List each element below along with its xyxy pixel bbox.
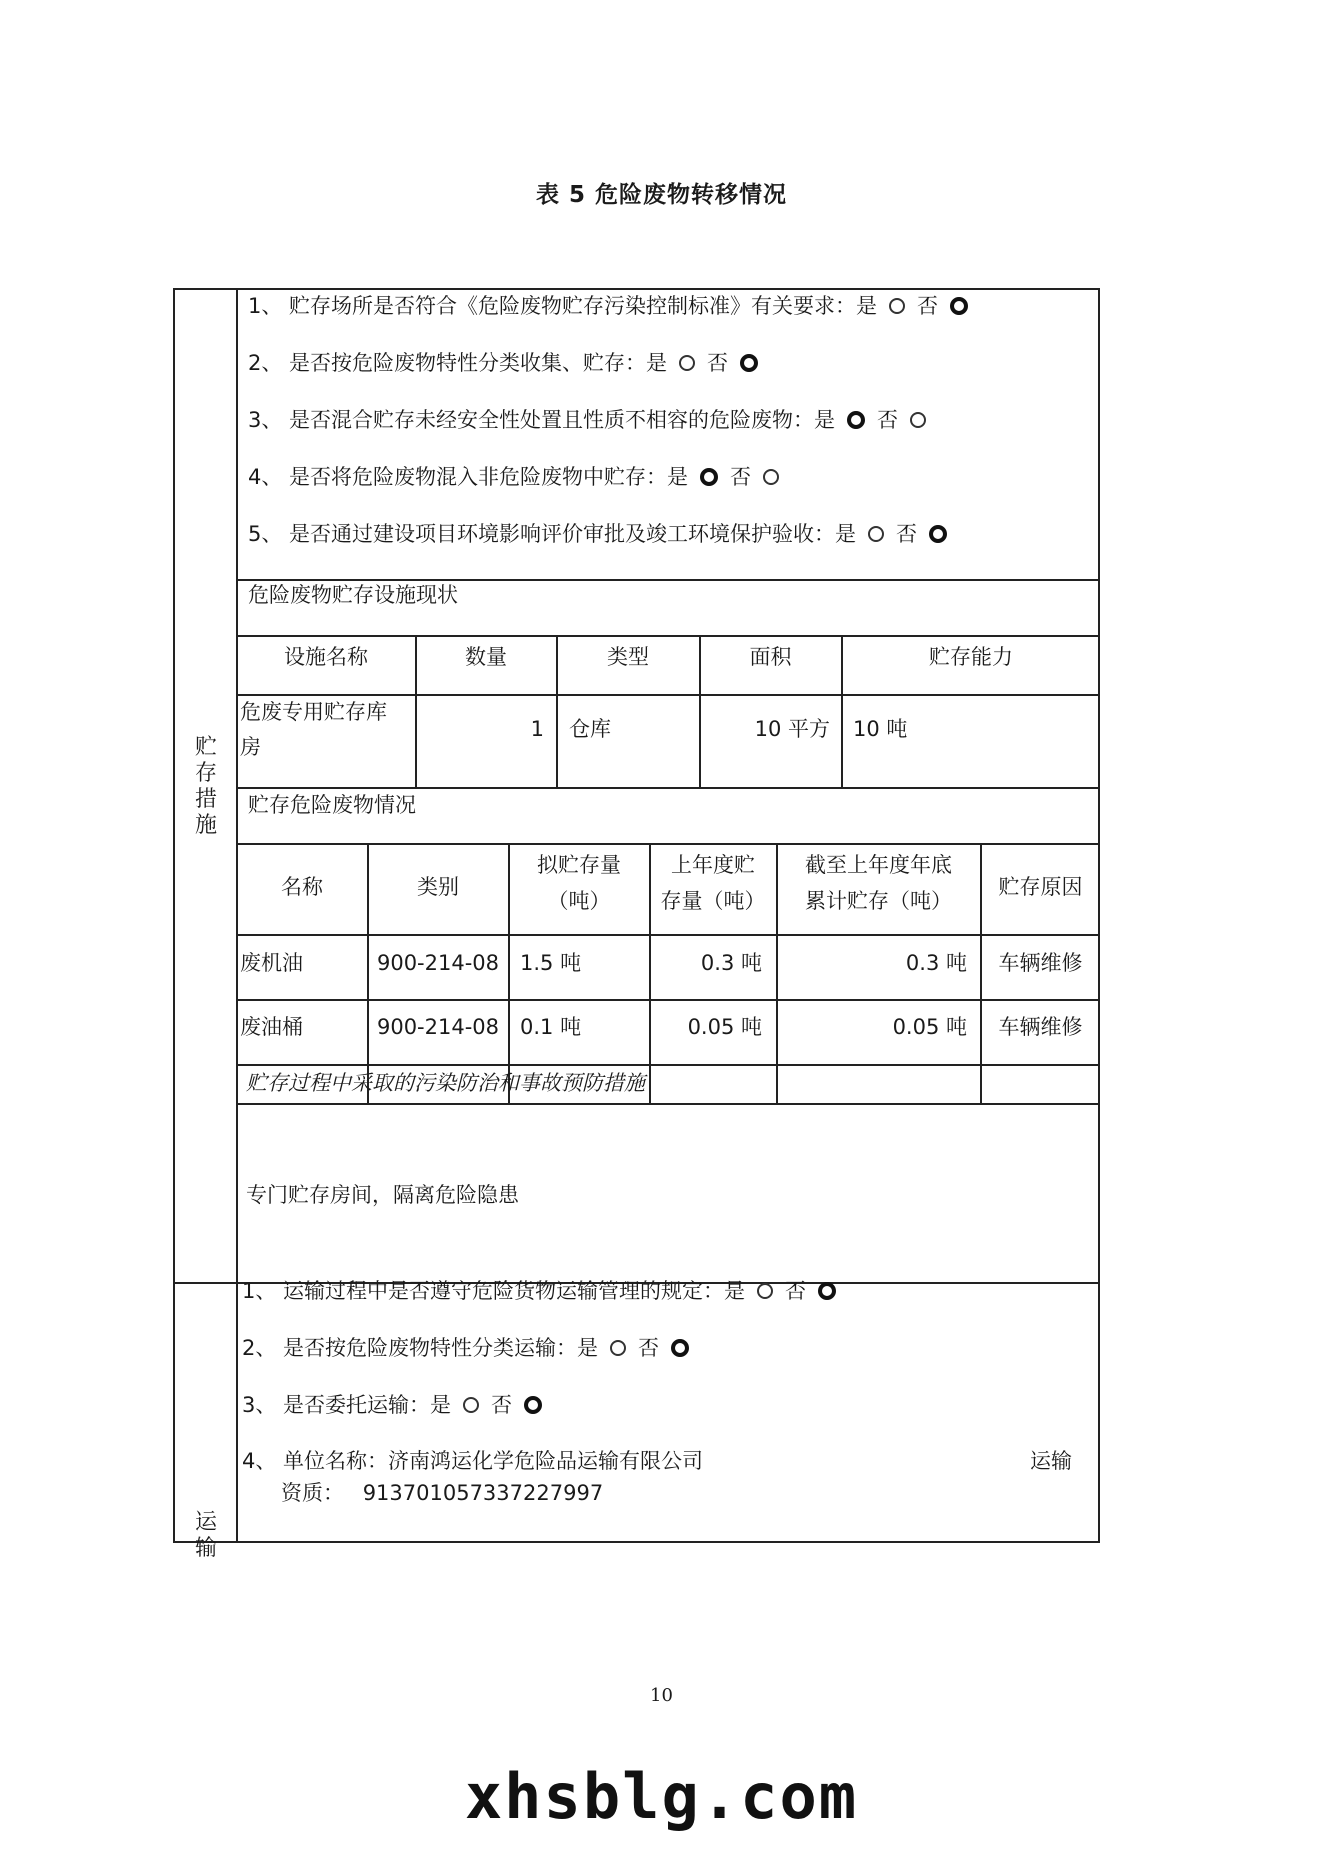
facility-name-line2: 房 (240, 735, 261, 759)
no-label: 否 (896, 522, 918, 546)
row-divider (236, 787, 1098, 789)
waste-header-cumulative-l1: 截至上年度年底 (805, 853, 952, 877)
waste-header-name: 名称 (281, 875, 323, 899)
yes-label: 是 (856, 294, 878, 318)
label-column-divider (236, 290, 238, 1541)
radio-selected-icon (671, 1339, 689, 1357)
storage-question-4 (248, 461, 791, 492)
waste-heading: 贮存危险废物情况 (248, 793, 416, 817)
waste-row-1-name: 废机油 (240, 951, 303, 975)
radio-selected-icon (818, 1282, 836, 1300)
transport-question-3 (242, 1389, 554, 1420)
waste-row-1-planned: 1.5 吨 (520, 951, 582, 975)
no-label: 否 (730, 465, 752, 489)
facility-capacity: 10 吨 (853, 717, 908, 741)
waste-header-planned-l1: 拟贮存量 (537, 853, 621, 877)
page-title: 表 5 危险废物转移情况 (535, 182, 788, 208)
row-divider (236, 1103, 1098, 1105)
radio-unselected-icon (757, 1283, 773, 1299)
radio-unselected-icon (679, 355, 695, 371)
waste-row-1-reason: 车辆维修 (998, 951, 1083, 975)
waste-header-category: 类别 (417, 875, 459, 899)
storage-label-text: 贮存措施 (194, 735, 217, 838)
no-label: 否 (491, 1393, 513, 1417)
transport-company-tail: 运输 (1030, 1449, 1072, 1473)
row-divider (236, 1064, 1098, 1066)
waste-header-reason: 贮存原因 (998, 875, 1083, 899)
facility-heading: 危险废物贮存设施现状 (248, 583, 458, 607)
facility-header-name: 设施名称 (284, 645, 368, 669)
row-divider (236, 934, 1098, 936)
question-text: 3、 是否混合贮存未经安全性处置且性质不相容的危险废物： (248, 408, 815, 432)
qualification-value: 913701057337227997 (362, 1481, 604, 1505)
storage-section-label (191, 735, 221, 839)
yes-label: 是 (646, 351, 668, 375)
question-text: 3、 是否委托运输： (242, 1393, 431, 1417)
row-divider (236, 635, 1098, 637)
storage-question-5 (248, 518, 959, 549)
storage-question-1 (248, 290, 980, 321)
transport-qualification (281, 1478, 603, 1508)
transport-section-label (191, 1510, 221, 1561)
waste-header-last-l2: 存量（吨） (660, 889, 766, 913)
facility-count: 1 (530, 717, 544, 741)
question-text: 4、 是否将危险废物混入非危险废物中贮存： (248, 465, 668, 489)
no-label: 否 (877, 408, 899, 432)
transport-label-text: 运输 (194, 1510, 217, 1561)
waste-row-1-last: 0.3 吨 (700, 951, 762, 975)
no-label: 否 (785, 1279, 807, 1303)
waste-header-last-l1: 上年度贮 (671, 853, 755, 877)
storage-question-2 (248, 347, 770, 378)
question-text: 1、 贮存场所是否符合《危险废物贮存污染控制标准》有关要求： (248, 294, 857, 318)
radio-unselected-icon (763, 469, 779, 485)
transport-question-2 (242, 1332, 701, 1363)
page-number: 10 (650, 1685, 673, 1706)
radio-unselected-icon (610, 1340, 626, 1356)
radio-unselected-icon (910, 412, 926, 428)
radio-selected-icon (929, 525, 947, 543)
no-label: 否 (707, 351, 729, 375)
waste-row-1-cumulative: 0.3 吨 (905, 951, 967, 975)
radio-selected-icon (700, 468, 718, 486)
watermark: xhsblg.com (464, 1760, 859, 1833)
radio-selected-icon (950, 297, 968, 315)
waste-header-cumulative-l2: 累计贮存（吨） (805, 889, 952, 913)
question-text: 1、 运输过程中是否遵守危险货物运输管理的规定： (242, 1279, 725, 1303)
row-divider (236, 999, 1098, 1001)
waste-row-2-reason: 车辆维修 (998, 1015, 1083, 1039)
radio-selected-icon (847, 411, 865, 429)
section-divider (175, 1282, 237, 1284)
radio-unselected-icon (868, 526, 884, 542)
measures-heading: 贮存过程中采取的污染防治和事故预防措施 (246, 1071, 645, 1095)
question-text: 2、 是否按危险废物特性分类运输： (242, 1336, 578, 1360)
question-text: 2、 是否按危险废物特性分类收集、贮存： (248, 351, 647, 375)
yes-label: 是 (814, 408, 836, 432)
yes-label: 是 (430, 1393, 452, 1417)
facility-header-type: 类型 (607, 645, 649, 669)
facility-header-capacity: 贮存能力 (929, 645, 1013, 669)
no-label: 否 (917, 294, 939, 318)
no-label: 否 (638, 1336, 660, 1360)
waste-row-2-name: 废油桶 (240, 1015, 303, 1039)
measures-content: 专门贮存房间，隔离危险隐患 (246, 1183, 519, 1207)
qualification-label: 资质： (281, 1481, 344, 1505)
transport-question-1 (242, 1275, 848, 1306)
facility-name-line1: 危废专用贮存库 (240, 700, 387, 724)
facility-header-area: 面积 (749, 645, 792, 669)
yes-label: 是 (667, 465, 689, 489)
waste-row-2-cumulative: 0.05 吨 (892, 1015, 967, 1039)
radio-unselected-icon (463, 1397, 479, 1413)
waste-row-2-last: 0.05 吨 (687, 1015, 762, 1039)
question-text: 5、 是否通过建设项目环境影响评价审批及竣工环境保护验收： (248, 522, 836, 546)
facility-area: 10 平方 (754, 717, 830, 741)
waste-row-1-category: 900-214-08 (376, 951, 500, 975)
yes-label: 是 (835, 522, 857, 546)
yes-label: 是 (577, 1336, 599, 1360)
storage-question-3 (248, 404, 938, 435)
radio-selected-icon (740, 354, 758, 372)
facility-type: 仓库 (569, 717, 611, 741)
facility-header-count: 数量 (465, 645, 507, 669)
row-divider (236, 843, 1098, 845)
waste-header-planned-l2: （吨） (547, 889, 611, 913)
waste-row-2-category: 900-214-08 (376, 1015, 500, 1039)
radio-selected-icon (524, 1396, 542, 1414)
waste-row-2-planned: 0.1 吨 (520, 1015, 582, 1039)
transport-company: 4、 单位名称：济南鸿运化学危险品运输有限公司 (242, 1449, 704, 1473)
yes-label: 是 (724, 1279, 746, 1303)
hazardous-waste-table (173, 288, 1100, 1561)
radio-unselected-icon (889, 298, 905, 314)
